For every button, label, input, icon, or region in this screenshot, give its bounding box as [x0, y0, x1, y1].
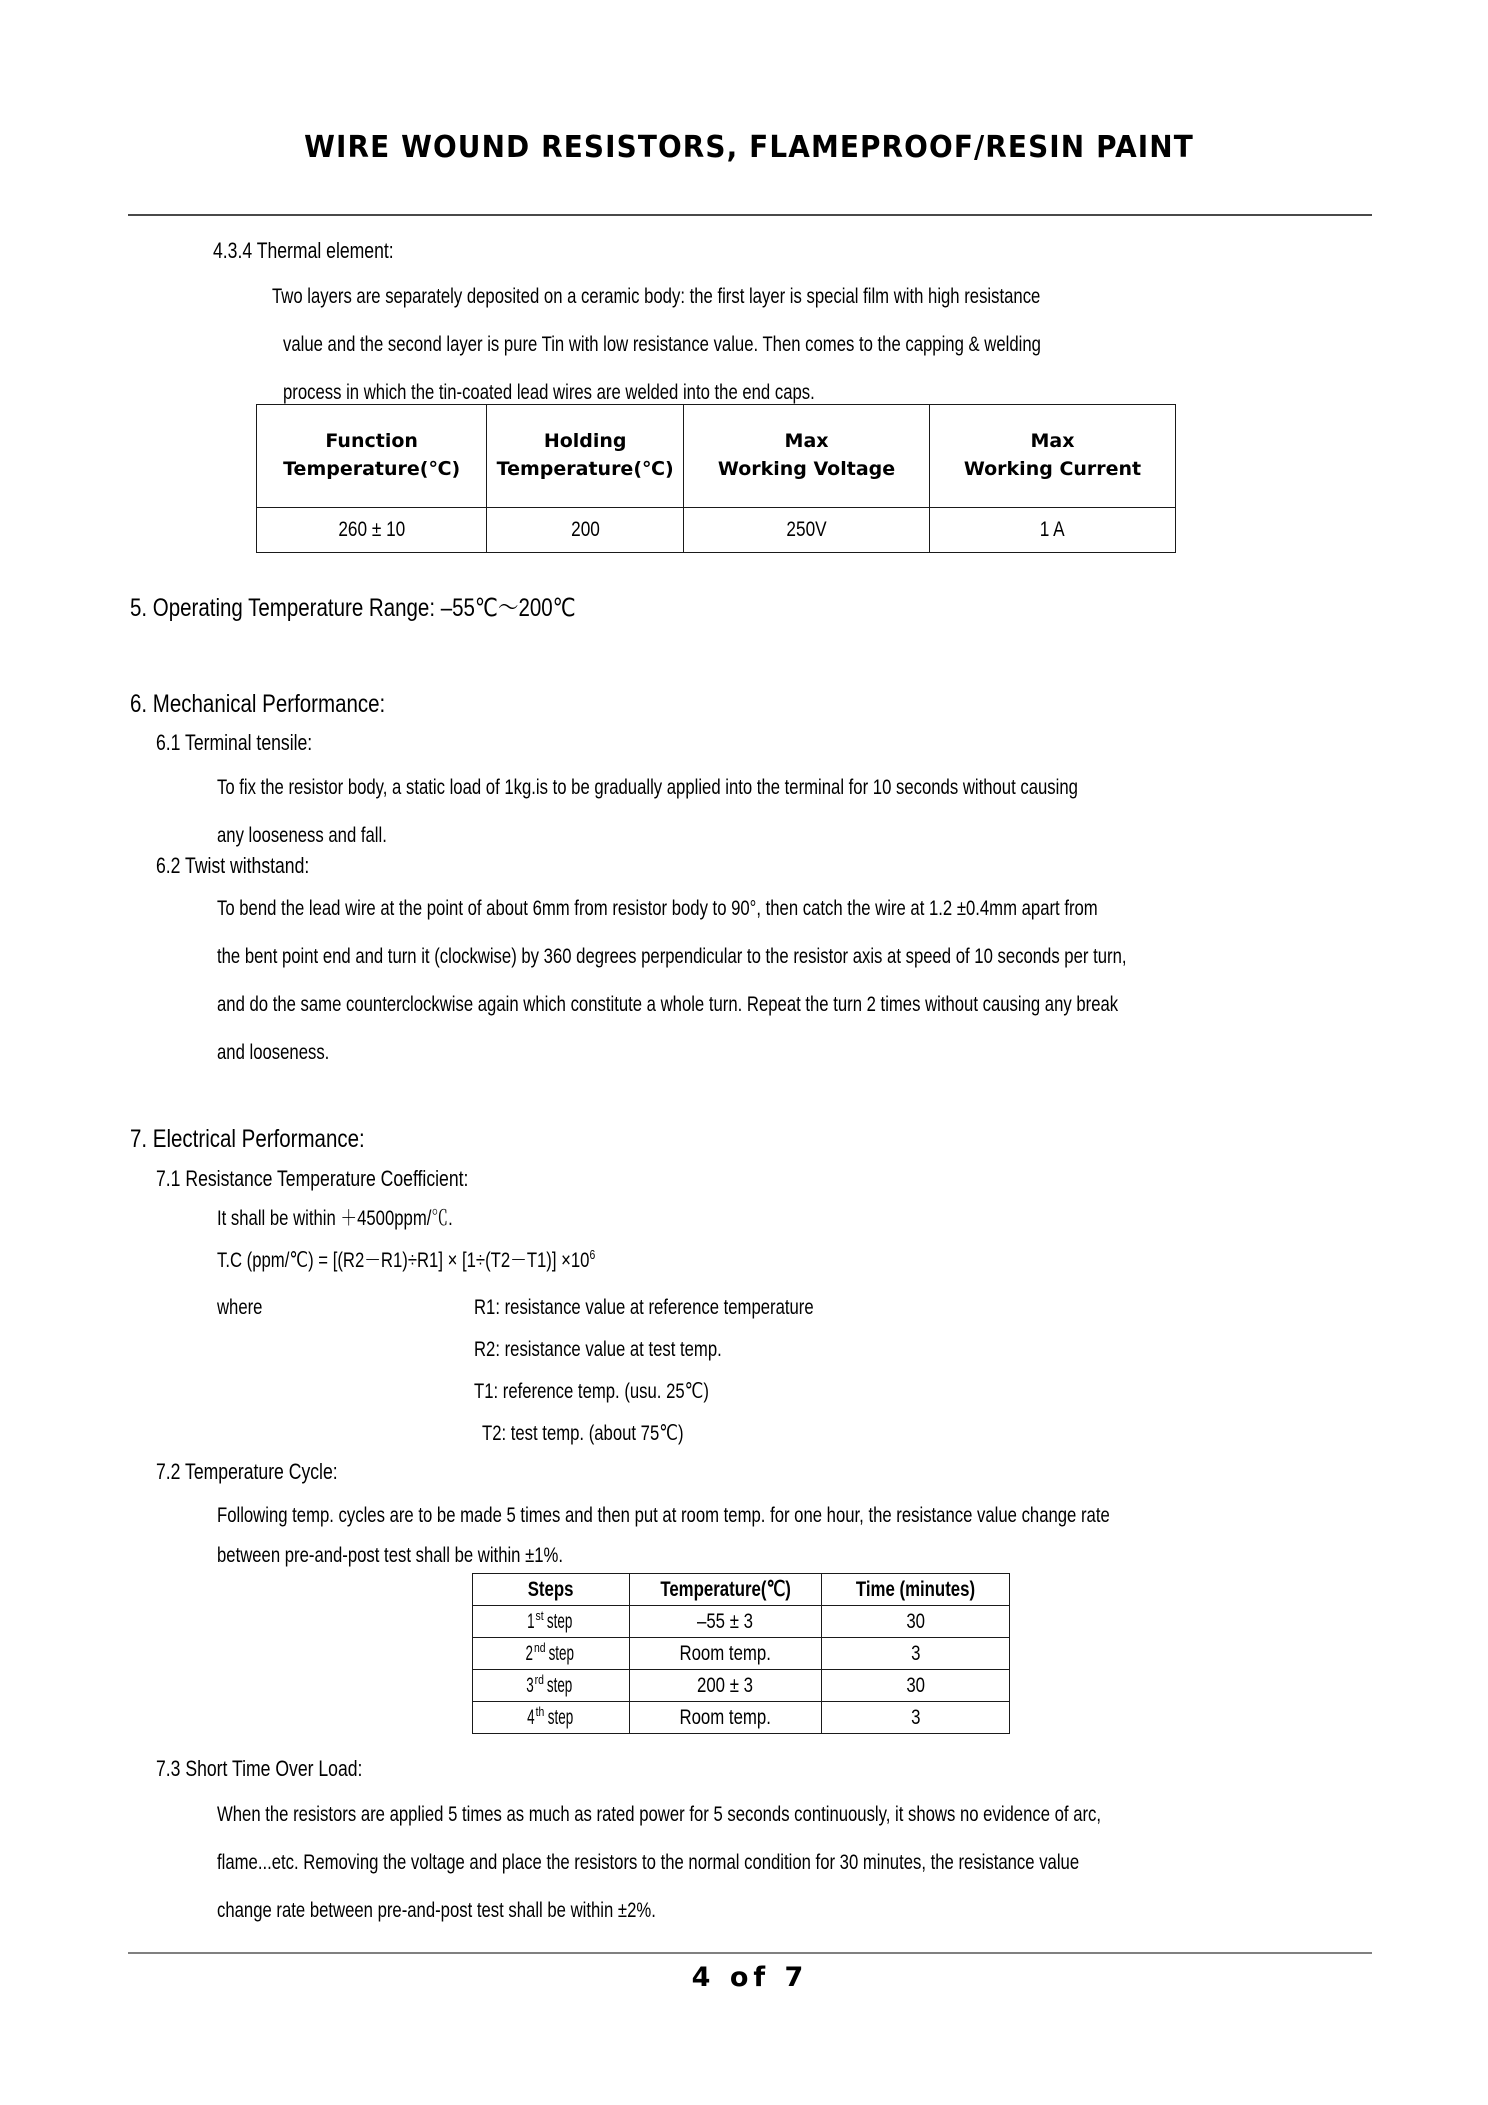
td-step-4-time: [821, 1702, 1009, 1734]
th-holding-temperature: [487, 405, 684, 508]
td-step-4: [473, 1702, 630, 1734]
paragraph-7-3-line-1: When the resistors are applied 5 times as much as rated power for 5 seconds continuously, it shows no evidence of arc,: [217, 1803, 1102, 1826]
max-working-voltage-value: 250V: [786, 518, 827, 541]
td-max-working-voltage-value: [684, 508, 930, 553]
footer-divider: [128, 1952, 1372, 1954]
paragraph-4-3-4-line-3: process in which the tin-coated lead wires are welded into the end caps.: [283, 381, 815, 404]
formula-exponent: 6: [589, 1247, 596, 1262]
step-4-label: [526, 1703, 576, 1730]
where-label: where: [217, 1296, 263, 1319]
table-row-header: [257, 405, 1176, 508]
th-temperature: [629, 1574, 821, 1606]
td-step-4-temperature: [629, 1702, 821, 1734]
paragraph-6-2-line-1: To bend the lead wire at the point of about 6mm from resistor body to 90°, then catch the wire at 1.2 ±0.4mm apart from: [217, 897, 1098, 920]
step-2-time: 3: [910, 1641, 921, 1665]
heading-6-1-terminal-tensile: 6.1 Terminal tensile:: [156, 730, 313, 755]
td-step-3-time: [821, 1670, 1009, 1702]
th-time-label: Time (minutes): [855, 1577, 976, 1601]
paragraph-7-2-line-1: Following temp. cycles are to be made 5 times and then put at room temp. for one hour, the resistance value change rate: [217, 1504, 1110, 1527]
max-working-current-value: 1 A: [1040, 518, 1065, 541]
paragraph-6-2-line-3: and do the same counterclockwise again which constitute a whole turn. Repeat the turn 2 times without causing any break: [217, 993, 1119, 1016]
step-1-ordinal: st: [535, 1607, 544, 1623]
table-row: [473, 1638, 1010, 1670]
table-row-header: [473, 1574, 1010, 1606]
step-2-word: step: [548, 1641, 575, 1665]
paragraph-6-2-line-4: and looseness.: [217, 1041, 330, 1064]
step-2-label: [524, 1639, 577, 1666]
td-step-1: [473, 1606, 630, 1638]
step-1-temperature: –55 ± 3: [697, 1609, 754, 1633]
td-holding-temperature-value: [487, 508, 684, 553]
td-step-1-time: [821, 1606, 1009, 1638]
paragraph-6-1-line-1: To fix the resistor body, a static load of 1kg.is to be gradually applied into the terminal for 10 seconds without causing: [217, 776, 1078, 799]
step-4-temperature: Room temp.: [679, 1705, 772, 1729]
th-temperature-label: Temperature(℃): [660, 1578, 791, 1601]
function-temperature-value: 260 ± 10: [338, 518, 406, 541]
heading-7-2-temperature-cycle: 7.2 Temperature Cycle:: [156, 1459, 338, 1484]
step-3-number: 3: [526, 1673, 535, 1697]
heading-6-2-twist-withstand: 6.2 Twist withstand:: [156, 853, 310, 878]
step-3-time: 30: [906, 1673, 925, 1697]
definition-r1: R1: resistance value at reference temperature: [474, 1296, 814, 1319]
step-4-time: 3: [910, 1705, 921, 1729]
td-step-2-temperature: [629, 1638, 821, 1670]
paragraph-7-3-line-3: change rate between pre-and-post test shall be within ±2%.: [217, 1899, 656, 1922]
table-row-values: [257, 508, 1176, 553]
step-1-label: [526, 1607, 575, 1634]
th-holding-temperature-line2: Temperature(℃): [496, 458, 674, 480]
definition-t2: T2: test temp. (about 75℃): [482, 1422, 684, 1445]
step-4-ordinal: th: [535, 1703, 544, 1719]
holding-temperature-value: 200: [570, 518, 600, 541]
td-function-temperature-value: [257, 508, 487, 553]
step-1-time: 30: [906, 1609, 925, 1633]
paragraph-7-3-line-2: flame...etc. Removing the voltage and place the resistors to the normal condition for 30 minutes, the resistance value: [217, 1851, 1080, 1874]
paragraph-4-3-4-line-1: Two layers are separately deposited on a ceramic body: the first layer is special film with high resistance: [272, 285, 1041, 308]
paragraph-6-2-line-2: the bent point end and turn it (clockwise) by 360 degrees perpendicular to the resistor axis at speed of 10 seconds per turn,: [217, 945, 1127, 968]
th-max-working-voltage-line2: Working Voltage: [717, 458, 896, 480]
heading-5-operating-temperature-range: 5. Operating Temperature Range: –55℃～200℃: [130, 594, 576, 622]
thermal-element-table: [256, 404, 1176, 553]
table-row: [473, 1670, 1010, 1702]
formula-temperature-coefficient: [217, 1247, 596, 1272]
step-3-temperature: 200 ± 3: [697, 1673, 754, 1697]
td-step-2: [473, 1638, 630, 1670]
step-1-number: 1: [527, 1609, 535, 1633]
step-3-ordinal: rd: [535, 1671, 545, 1687]
heading-7-electrical-performance: 7. Electrical Performance:: [130, 1125, 365, 1153]
td-step-3: [473, 1670, 630, 1702]
th-max-working-current-line2: Working Current: [963, 458, 1142, 480]
th-steps-label: Steps: [527, 1577, 574, 1601]
paragraph-4-3-4-line-2: value and the second layer is pure Tin with low resistance value. Then comes to the capping & welding: [283, 333, 1041, 356]
th-function-temperature-line2: Temperature(℃): [283, 458, 461, 480]
step-3-label: [526, 1671, 576, 1698]
step-4-number: 4: [526, 1705, 535, 1729]
th-max-working-current: [930, 405, 1176, 508]
formula-body: T.C (ppm/℃) = [(R2－R1)÷R1] × [1÷(T2－T1)] ×10: [217, 1249, 590, 1272]
th-max-working-current-line1: Max: [1030, 430, 1075, 453]
th-time: [821, 1574, 1009, 1606]
th-max-working-voltage: [684, 405, 930, 508]
td-max-working-current-value: [930, 508, 1176, 553]
document-title: WIRE WOUND RESISTORS, FLAMEPROOF/RESIN PAINT: [304, 130, 1194, 165]
table-row: [473, 1606, 1010, 1638]
temperature-cycle-table: [472, 1573, 1010, 1734]
heading-7-1-resistance-temperature-coefficient: 7.1 Resistance Temperature Coefficient:: [156, 1166, 469, 1191]
header-divider: [128, 214, 1372, 216]
step-2-ordinal: nd: [533, 1639, 546, 1655]
th-function-temperature-line1: Function: [325, 430, 418, 453]
definition-r2: R2: resistance value at test temp.: [474, 1338, 722, 1361]
step-2-number: 2: [525, 1641, 533, 1665]
td-step-3-temperature: [629, 1670, 821, 1702]
page-number: 4 of 7: [691, 1962, 809, 1993]
th-steps: [473, 1574, 630, 1606]
th-holding-temperature-line1: Holding: [543, 430, 627, 453]
th-function-temperature: [257, 405, 487, 508]
step-2-temperature: Room temp.: [679, 1641, 772, 1665]
definition-t1: T1: reference temp. (usu. 25℃): [474, 1380, 709, 1403]
heading-7-3-short-time-over-load: 7.3 Short Time Over Load:: [156, 1756, 363, 1781]
paragraph-7-1-tolerance: It shall be within ＋4500ppm/℃.: [217, 1207, 453, 1230]
heading-4-3-4: 4.3.4 Thermal element:: [213, 238, 394, 263]
th-max-working-voltage-line1: Max: [784, 430, 829, 453]
step-1-word: step: [546, 1609, 573, 1633]
heading-6-mechanical-performance: 6. Mechanical Performance:: [130, 690, 386, 718]
step-4-word: step: [547, 1705, 573, 1729]
table-row: [473, 1702, 1010, 1734]
td-step-2-time: [821, 1638, 1009, 1670]
paragraph-6-1-line-2: any looseness and fall.: [217, 824, 387, 847]
step-3-word: step: [547, 1673, 573, 1697]
td-step-1-temperature: [629, 1606, 821, 1638]
paragraph-7-2-line-2: between pre-and-post test shall be within ±1%.: [217, 1544, 564, 1567]
